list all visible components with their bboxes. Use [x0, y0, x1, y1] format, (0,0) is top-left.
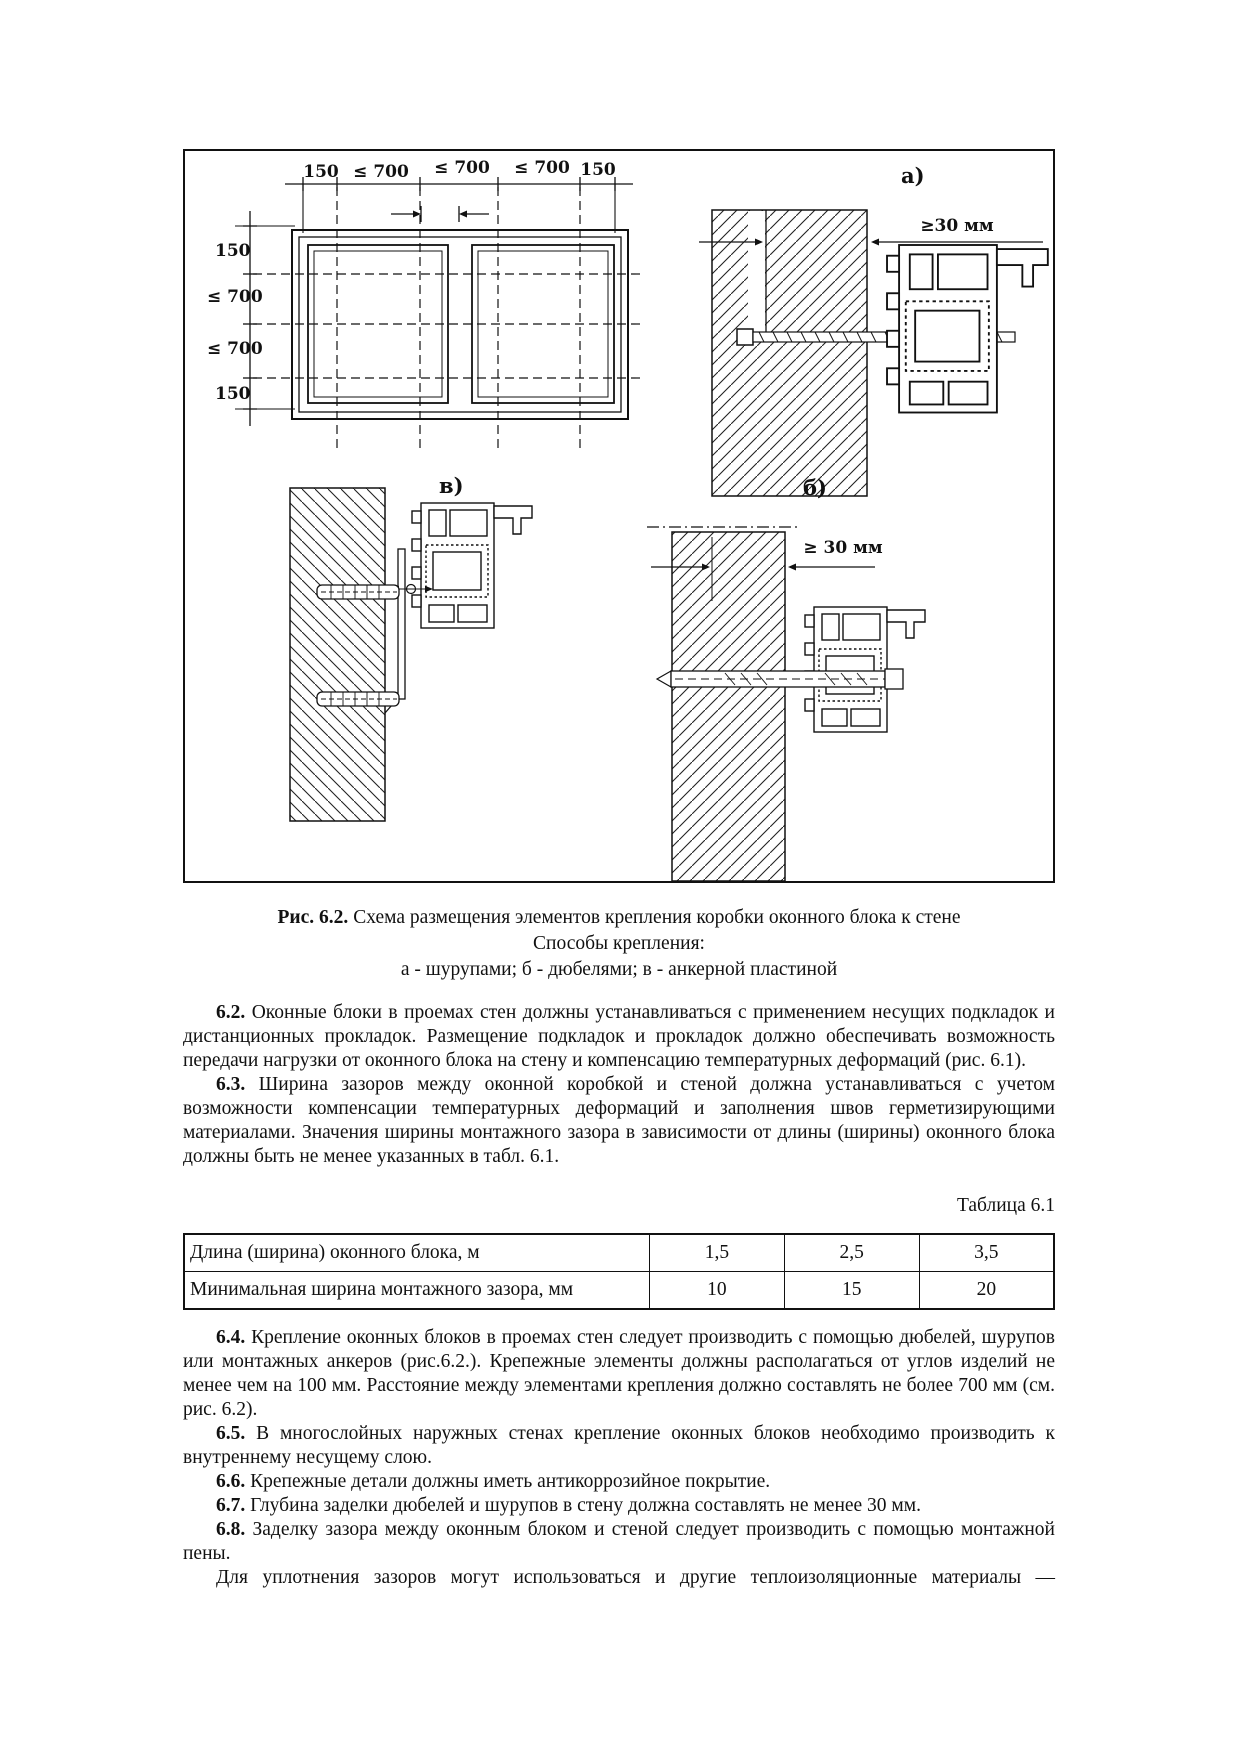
paragraph-6-6	[183, 1470, 1055, 1494]
para-text: В многослойных наружных стенах крепление оконных блоков необходимо производить к внутреннему несущему слою.	[183, 1423, 1055, 1468]
window-elevation	[235, 177, 643, 451]
table-label: Таблица 6.1	[956, 1195, 1055, 1216]
paragraph-6-8	[183, 1518, 1055, 1566]
paragraph-6-7	[183, 1494, 1055, 1518]
table-6-1	[183, 1233, 1055, 1310]
dim-label-left-2: ≤ 700	[207, 287, 263, 307]
table-row	[184, 1234, 1054, 1272]
table-row-header: Длина (ширина) оконного блока, м	[184, 1234, 649, 1272]
para-number: 6.2.	[216, 1002, 246, 1023]
caption-line-3: а - шурупами; б - дюбелями; в - анкерной пластиной	[400, 959, 838, 980]
para-number: 6.7.	[216, 1495, 246, 1516]
caption-line-2: Способы крепления:	[533, 933, 705, 954]
dim-label-top-5: 150	[580, 160, 616, 180]
table-cell: 3,5	[919, 1234, 1054, 1272]
table-cell: 10	[649, 1272, 784, 1310]
detail-a-screw-fixing	[699, 163, 1048, 496]
para-number: 6.3.	[216, 1074, 246, 1095]
para-number: 6.5.	[216, 1423, 246, 1444]
para-text: Крепежные детали должны иметь антикоррозийное покрытие.	[250, 1471, 771, 1492]
dim-label-left-1: 150	[215, 241, 251, 261]
para-number: 6.6.	[216, 1471, 246, 1492]
dim-label-top-2: ≤ 700	[353, 162, 409, 182]
table-cell: 15	[784, 1272, 919, 1310]
page-content	[183, 149, 1055, 1590]
caption-title: Схема размещения элементов крепления коробки оконного блока к стене	[348, 907, 961, 928]
table-row	[184, 1272, 1054, 1310]
detail-a-label: а)	[901, 163, 925, 188]
paragraph-6-4	[183, 1326, 1055, 1422]
detail-b-label: б)	[803, 475, 827, 500]
dim-label-left-4: 150	[215, 384, 251, 404]
gap-dim-a: ≥30 мм	[920, 216, 994, 236]
dim-label-top-4: ≤ 700	[514, 158, 570, 178]
para-number: 6.4.	[216, 1327, 246, 1348]
table-cell: 20	[919, 1272, 1054, 1310]
paragraph-6-3	[183, 1073, 1055, 1169]
figure-caption	[183, 905, 1055, 983]
detail-v-label: в)	[439, 473, 464, 498]
para-text: Глубина заделки дюбелей и шурупов в стену должна составлять не менее 30 мм.	[250, 1495, 921, 1516]
body-text	[183, 1001, 1055, 1590]
caption-line-1	[183, 905, 1055, 931]
para-text: Оконные блоки в проемах стен должны устанавливаться с применением несущих подкладок и дистанционных прокладок. Размещение подкладок и прокладок должно обеспечивать возможность передачи нагрузки от оконного блока на стену и компенсацию температурных деформаций (рис. 6.1).	[183, 1002, 1055, 1071]
dim-label-left-3: ≤ 700	[207, 339, 263, 359]
figure-drawing	[185, 151, 1053, 881]
detail-v-anchor-plate	[290, 473, 532, 821]
paragraph-continuation	[183, 1566, 1055, 1590]
table-row-header: Минимальная ширина монтажного зазора, мм	[184, 1272, 649, 1310]
dim-label-top-3: ≤ 700	[434, 158, 490, 178]
gap-dim-b: ≥ 30 мм	[803, 538, 883, 558]
table-cell: 2,5	[784, 1234, 919, 1272]
table-cell: 1,5	[649, 1234, 784, 1272]
paragraph-6-5	[183, 1422, 1055, 1470]
caption-fig-number: Рис. 6.2.	[277, 907, 349, 928]
para-text: Заделку зазора между оконным блоком и стеной следует производить с помощью монтажной пены.	[183, 1519, 1055, 1564]
para-text: Ширина зазоров между оконной коробкой и стеной должна устанавливаться с учетом возможности компенсации температурных деформаций и заполнения швов герметизирующими материалами. Значения ширины монтажного зазора в зависимости от длины (ширины) оконного блока должны быть не менее указанных в табл. 6.1.	[183, 1074, 1056, 1167]
para-text: Для уплотнения зазоров могут использоваться и другие теплоизоляционные материалы —	[216, 1567, 1055, 1588]
paragraph-6-2	[183, 1001, 1055, 1073]
detail-b-dowel-fixing	[647, 475, 925, 881]
figure-6-2	[183, 149, 1055, 883]
dim-label-top-1: 150	[303, 162, 339, 182]
para-number: 6.8.	[216, 1519, 246, 1540]
para-text: Крепление оконных блоков в проемах стен следует производить с помощью дюбелей, шурупов или монтажных анкеров (рис.6.2.). Крепежные элементы должны располагаться от углов изделий не менее чем на 100 мм. Расстояние между элементами крепления должно составлять не более 700 мм (см. рис. 6.2).	[183, 1327, 1055, 1420]
